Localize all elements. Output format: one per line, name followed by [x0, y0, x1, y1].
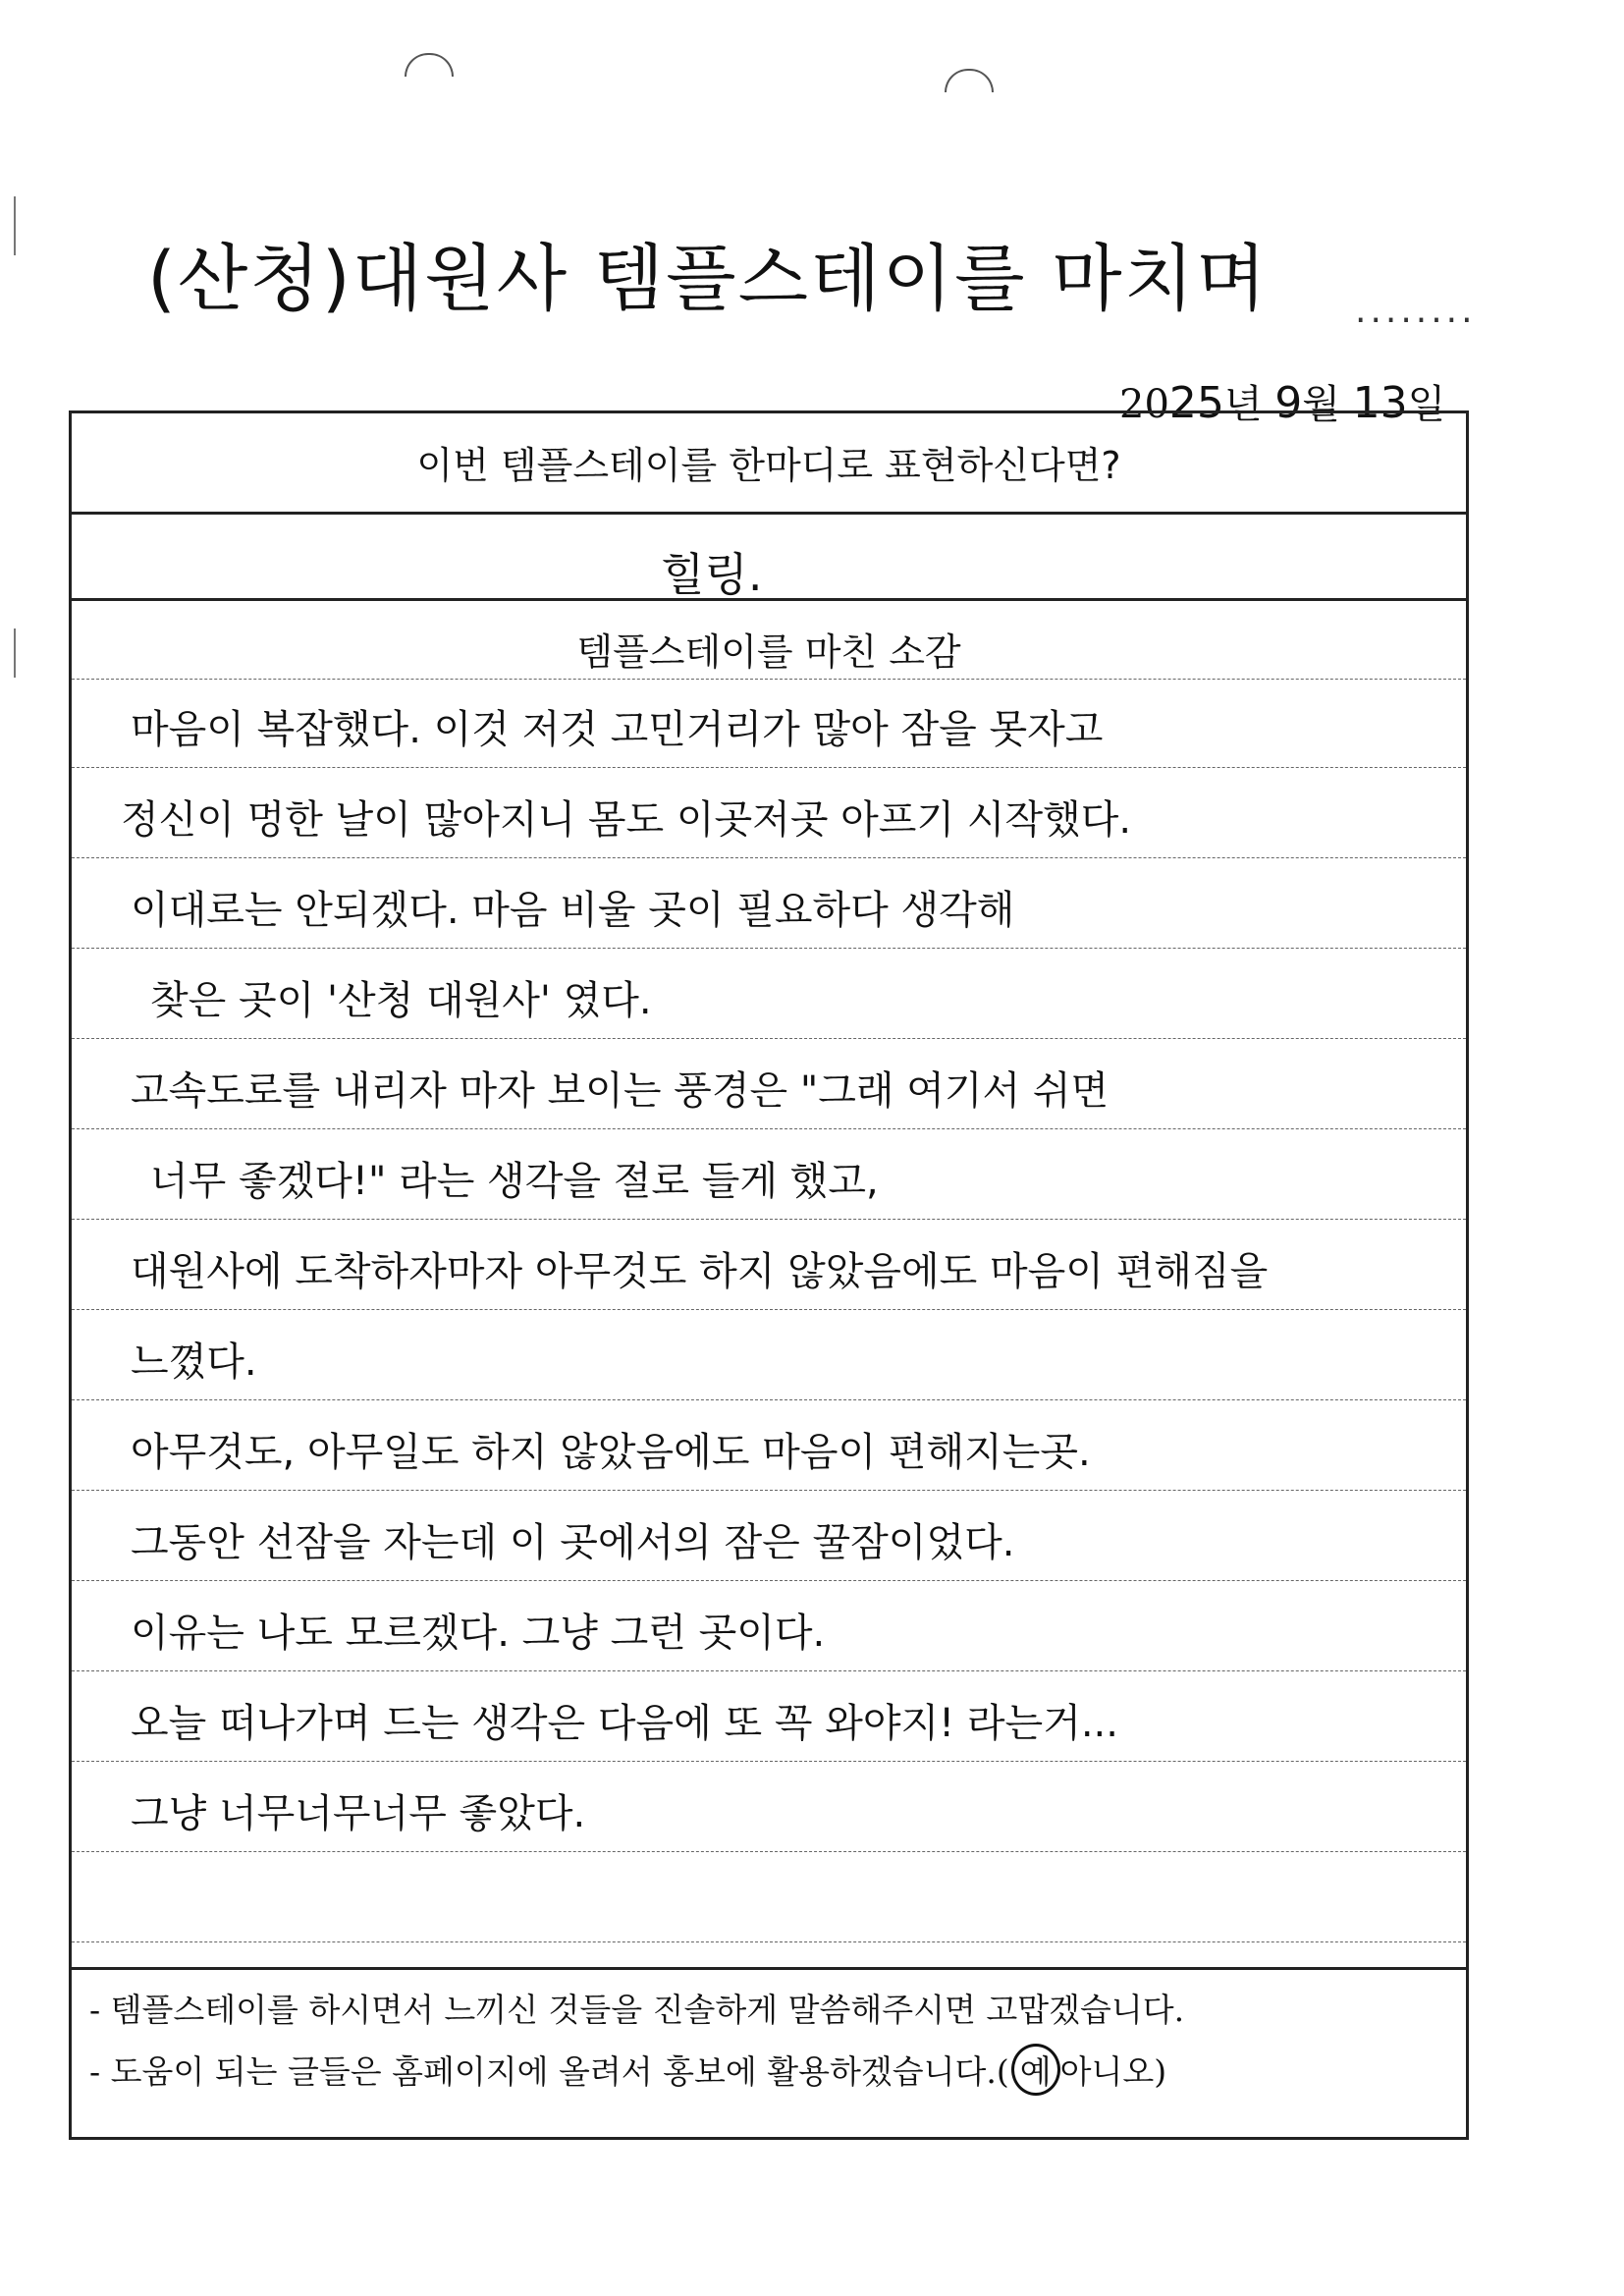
- note-2-text: - 도움이 되는 글들은 홈페이지에 올려서 홍보에 활용하겠습니다.(: [89, 2052, 1009, 2091]
- rule-line: [72, 512, 1466, 515]
- rule-line: [72, 1399, 1466, 1400]
- handwritten-line: 대원사에 도착하자마자 아무것도 하지 않았음에도 마음이 편해짐을: [131, 1249, 1269, 1294]
- rule-line: [72, 1967, 1466, 1970]
- yes-choice-circled: 예: [1011, 2044, 1060, 2096]
- title-dots: ........: [1355, 291, 1477, 331]
- date-month-suffix: 월: [1302, 382, 1340, 427]
- rule-line: [72, 857, 1466, 858]
- rule-line: [72, 767, 1466, 768]
- rule-line: [72, 1761, 1466, 1762]
- handwritten-line: 아무것도, 아무일도 하지 않았음에도 마음이 편해지는곳.: [131, 1430, 1091, 1475]
- rule-line: [72, 1580, 1466, 1581]
- rule-line: [72, 598, 1466, 601]
- edge-mark: [14, 629, 16, 678]
- note-1: - 템플스테이를 하시면서 느끼신 것들을 진솔하게 말씀해주시면 고맙겠습니다.: [89, 1991, 1185, 2029]
- question-label: 이번 템플스테이를 한마디로 표현하신다면?: [416, 444, 1121, 487]
- handwritten-line: 오늘 떠나가며 드는 생각은 다음에 또 꼭 와야지! 라는거...: [131, 1701, 1118, 1746]
- answer-text: 힐링.: [661, 548, 763, 601]
- handwritten-line: 그동안 선잠을 자는데 이 곳에서의 잠은 꿀잠이었다.: [131, 1520, 1015, 1565]
- handwritten-line: 정신이 멍한 날이 많아지니 몸도 이곳저곳 아프기 시작했다.: [121, 797, 1132, 843]
- edge-mark: [14, 196, 16, 255]
- rule-line: [72, 1128, 1466, 1129]
- rule-line: [72, 1309, 1466, 1310]
- handwritten-line: 그냥 너무너무너무 좋았다.: [131, 1791, 586, 1836]
- handwritten-line: 너무 좋겠다!" 라는 생각을 절로 들게 했고,: [150, 1159, 879, 1204]
- rule-line: [72, 1219, 1466, 1220]
- rule-line: [72, 679, 1466, 680]
- date-prefix: 20: [1119, 382, 1169, 427]
- section-title: 템플스테이를 마친 소감: [576, 630, 961, 674]
- handwritten-line: 이대로는 안되겠다. 마음 비울 곳이 필요하다 생각해: [131, 888, 1015, 933]
- rule-line: [72, 1670, 1466, 1671]
- handwritten-line: 고속도로를 내리자 마자 보이는 풍경은 "그래 여기서 쉬면: [131, 1068, 1110, 1114]
- rule-line: [72, 948, 1466, 949]
- punch-hole-left: [405, 53, 454, 77]
- rule-line: [72, 1038, 1466, 1039]
- response-form: [69, 410, 1469, 2140]
- handwritten-line: 이유는 나도 모르겠다. 그냥 그런 곳이다.: [131, 1611, 826, 1656]
- handwritten-line: 마음이 복잡했다. 이것 저것 고민거리가 많아 잠을 못자고: [131, 707, 1104, 752]
- date-month: 9: [1274, 378, 1303, 428]
- handwritten-line: 느꼈다.: [131, 1339, 257, 1385]
- no-choice: 아니오): [1059, 2052, 1167, 2091]
- punch-hole-right: [945, 69, 994, 92]
- date-day: 13: [1352, 378, 1408, 428]
- page-title: (산청)대원사 템플스테이를 마치며: [147, 237, 1269, 321]
- note-2: [89, 2044, 1166, 2096]
- rule-line: [72, 1851, 1466, 1852]
- date-year: 25: [1168, 378, 1224, 428]
- rule-line: [72, 1941, 1466, 1942]
- rule-line: [72, 1490, 1466, 1491]
- date-year-suffix: 년: [1223, 382, 1263, 427]
- date-day-suffix: 일: [1407, 382, 1446, 427]
- handwritten-line: 찾은 곳이 '산청 대원사' 였다.: [150, 978, 652, 1023]
